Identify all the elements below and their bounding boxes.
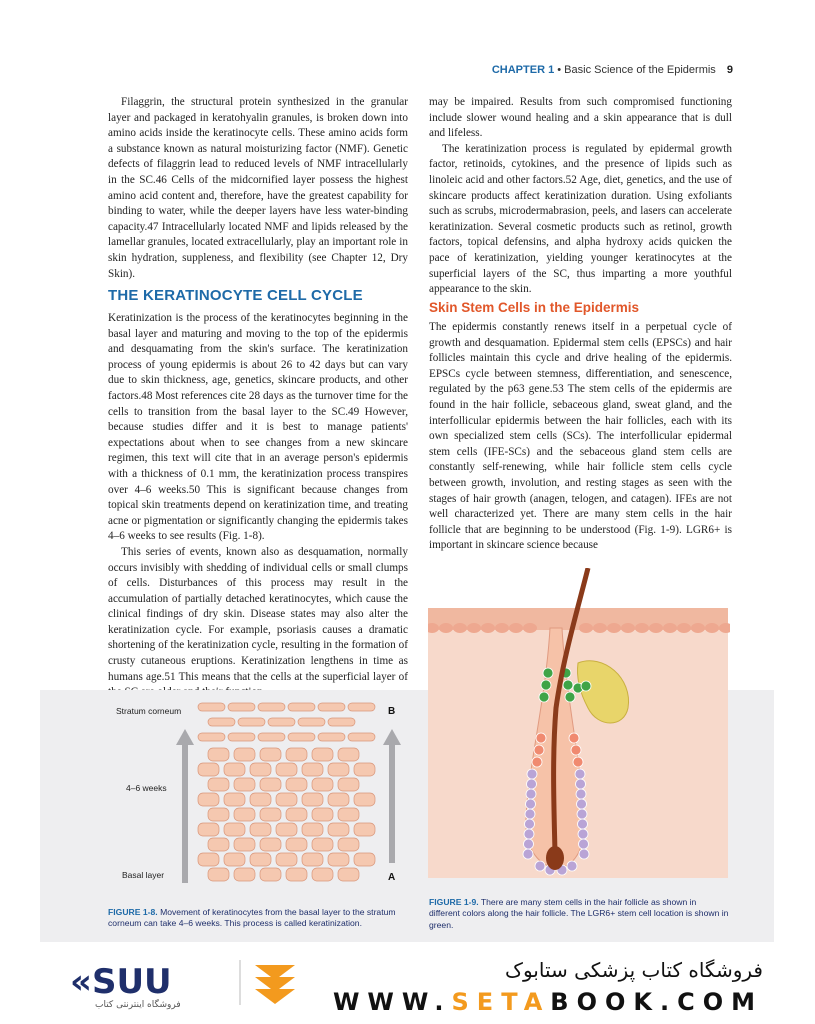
epidermis-cell [705,623,719,633]
purple-stem-cell [535,861,545,871]
basal-layer-label: Basal layer [122,870,165,880]
keratinocyte-cell [328,793,349,806]
keratinocyte-cell [318,703,345,711]
epidermis-cell [579,623,593,633]
purple-stem-cell [579,849,589,859]
green-stem-cell [539,692,549,702]
keratinocyte-cell [268,718,295,726]
figure-1-9-caption [429,897,729,931]
logo-mark: «SUU [70,962,172,1002]
keratinocyte-cell [312,838,333,851]
salmon-stem-cell [571,745,581,755]
logo-chevrons [255,965,295,1004]
keratinocyte-cell [354,763,375,776]
purple-stem-cell [576,789,586,799]
url-prefix: WWW. [332,988,452,1016]
url-suffix: BOOK.COM [550,988,763,1016]
keratinocyte-cell [288,703,315,711]
keratinocyte-cell [234,838,255,851]
header-bullet: • [557,64,562,76]
green-stem-cell [581,681,591,691]
right-arrow-head [383,729,401,745]
keratinocyte-cell [348,703,375,711]
right-body-top [429,95,732,298]
keratinocyte-cell [276,763,297,776]
epidermis-cell [467,623,481,633]
purple-stem-cell [577,799,587,809]
keratinocyte-cell [338,778,359,791]
keratinocyte-cell [198,703,225,711]
keratinocyte-cell [276,793,297,806]
keratinocyte-cell [286,868,307,881]
keratinocyte-cell [286,778,307,791]
keratinocyte-cells [198,703,375,881]
purple-stem-cell [523,849,533,859]
keratinocyte-cell [338,748,359,761]
hair-bulb [546,846,564,870]
purple-stem-cell [527,779,537,789]
keratinocyte-cell [276,853,297,866]
epidermis-cell [607,623,621,633]
keratinocyte-cell [234,808,255,821]
epidermis-cell [691,623,705,633]
purple-stem-cell [524,839,534,849]
keratinocyte-cell [328,823,349,836]
stem-cells-paragraph: The epidermis constantly renews itself in a perpetual cycle of growth and desquamation. Epidermal stem cells (EPSCs) and hair follicles maintain this cycle and drive healing of the epidermis. EPSCs cycle between stemness, differentiation, and senescence, regulated by the p63 gene.53 The stem cells of the epidermis are found in the hair follicle, sebaceous gland, sweat gland, and the interfollicular epidermis between the hair follicles, each with its own specialized stem cells (SCs). The interfollicular epidermal stem cells (IFE-SCs) and the sebaceous gland stem cells are constantly self-renewing, while hair follicle stem cells cycle between growth, involution, and resting stages as seen with the stages of hair growth (anagen, telogen, and catagen). IFEs are not well characterized yet. There are many stem cells in the hair follicle that are beginning to be understood (Fig. 1-9). LGR6+ is important in skincare science because [429,321,732,552]
salmon-stem-cell [573,757,583,767]
purple-stem-cell [578,829,588,839]
purple-stem-cell [575,769,585,779]
keratinocyte-cell [298,718,325,726]
keratinocyte-cell [208,748,229,761]
epidermis-cell [621,623,635,633]
keratinocyte-cell [234,868,255,881]
right-body [429,320,732,554]
salmon-stem-cell [534,745,544,755]
salmon-stem-cell [536,733,546,743]
purple-stem-cell [576,779,586,789]
left-body [108,311,408,701]
keratinocyte-cell [286,808,307,821]
right-arrow-shaft [389,743,395,863]
keratinocyte-cell [224,823,245,836]
keratinocyte-cell [260,748,281,761]
keratinocyte-cell [258,733,285,741]
keratinocyte-cell [198,763,219,776]
keratinocyte-cell [288,733,315,741]
keratinocyte-cell [348,733,375,741]
purple-stem-cell [579,839,589,849]
url-highlight: SETA [451,988,551,1016]
purple-stem-cell [524,829,534,839]
figure-1-8-text: Movement of keratinocytes from the basal layer to the stratum corneum can take 4–6 weeks. This process is called keratinization. [108,907,396,929]
keratinocyte-cell [250,793,271,806]
keratinocyte-cell [234,748,255,761]
purple-stem-cell [526,799,536,809]
keratinocyte-cell [208,808,229,821]
keratinocyte-cell [224,793,245,806]
epidermis-cell [495,623,509,633]
left-arrow-head [176,729,194,745]
keratinocyte-cell [338,868,359,881]
purple-stem-cell [567,861,577,871]
keratinocyte-cell [328,718,355,726]
stratum-corneum-label: Stratum corneum [116,706,182,716]
purple-stem-cell [526,789,536,799]
keratinocyte-cell [312,778,333,791]
keratinocyte-cell [208,838,229,851]
figure-1-9-label: FIGURE 1-9. [429,897,479,907]
purple-stem-cell [577,809,587,819]
figure-1-8-label: FIGURE 1-8. [108,907,158,917]
marker-b: B [388,706,396,717]
keratinocyte-cell [198,853,219,866]
figure-1-8-illustration [110,695,410,895]
page-number: 9 [726,64,733,76]
logo-tagline: فروشگاه اینترنتی کتاب [95,1000,181,1010]
marker-a: A [388,872,396,883]
keratinocyte-cell [354,823,375,836]
weeks-label: 4–6 weeks [126,783,167,793]
keratinocyte-cell [260,778,281,791]
continued-paragraph: may be impaired. Results from such compromised functioning include slower wound healing and a skin appearance that is dull and lifeless. [429,96,732,140]
keratinocyte-cell [338,838,359,851]
store-name: فروشگاه کتاب پزشکی ستابوک [505,958,763,982]
keratinocyte-cell [302,763,323,776]
chapter-label: CHAPTER 1 [491,64,555,76]
epidermis-cell [481,623,495,633]
keratinocyte-cell [234,778,255,791]
keratinocyte-cell [286,748,307,761]
keratinocyte-cell [302,823,323,836]
epidermis-cell [649,623,663,633]
store-url[interactable] [333,988,763,1016]
epidermis-cell [439,623,453,633]
epidermis-cell [677,623,691,633]
chapter-title: Basic Science of the Epidermis [564,64,716,76]
figure-1-8-caption [108,907,408,930]
keratinocyte-cell [208,778,229,791]
keratinocyte-cell [312,808,333,821]
left-arrow-shaft [182,743,188,883]
keratinocyte-cell [224,763,245,776]
figure-1-9-illustration [428,568,730,878]
purple-stem-cell [578,819,588,829]
salmon-stem-cell [532,757,542,767]
desquamation-paragraph: This series of events, known also as desquamation, normally occurs invisibly with shedding of individual cells or small clumps of cells. Disturbances of this process may result in the accumulation of partially detached keratinocytes, which cause the clinical findings of dry skin. Disease states may also alter the keratinization cycle. For example, psoriasis causes a dramatic shortening of the keratinization cycle, resulting in the formation of crusty cutaneous eruptions. Keratinization lengthens in time as humans age.51 This means that the cells at the superficial layer of [108,545,408,683]
keratinocyte-cell [258,703,285,711]
keratinocyte-cell [228,733,255,741]
epidermis-cell [509,623,523,633]
green-stem-cell [543,668,553,678]
keratinocyte-cell [250,763,271,776]
keratinocyte-cell [250,853,271,866]
keratinocyte-cell [208,868,229,881]
keratinization-paragraph: Keratinization is the process of the keratinocytes beginning in the basal layer and maturing and moving to the top of the epidermis and desquamating from the skin's surface. The keratinization process of young epidermis is about 26 to 42 days but can vary due to skin thickness, age, genetics, skincare products, and other factors.48 Most references cite 28 days as the turnover time for the cells to transition from the basal layer to the SC.49 However, because studies differ and it is best to manage patients' expectations about when to see changes from a new skincare regimen, this text will cite that in an average person's epidermis with a thickness of 0.1 mm, the keratinization process transpires over 4–6 weeks.50 This is significant because changes from topical skin treatments depend on keratinization time, and treating acne or pigmentation or significantly changing the epidermis takes 4–6 weeks to see results (Fig. 1-8). [108,312,408,543]
epidermis-cell [593,623,607,633]
keratinocyte-cell [318,733,345,741]
keratinocyte-cell [286,838,307,851]
green-stem-cell [565,692,575,702]
keratinocyte-cell [302,793,323,806]
keratinocyte-cell [228,703,255,711]
green-stem-cell [563,680,573,690]
keratinocyte-cell [198,793,219,806]
purple-stem-cell [525,819,535,829]
regulation-paragraph: The keratinization process is regulated by epidermal growth factor, retinoids, cytokines, and the presence of lipids such as linoleic acid and other factors.52 Age, diet, genetics, and the use of skincare products affect keratinization duration. Using exfoliants such as scrubs, microdermabrasion, peels, and lasers can accelerate keratinization. Several cosmetic products such as retinol, growth factors, topical defensins, and alpha hydroxy acids quicken the pace of keratinization, yielding younger keratinocytes at the superficial layers of the SC, thus imparting a more youthful appearance to the skin. [429,142,732,296]
keratinocyte-cell [312,748,333,761]
keratinocyte-cell [224,853,245,866]
figure-1-9-text: There are many stem cells in the hair follicle as shown in different colors along the hair follicle. The LGR6+ stem cell location is shown in green. [429,897,729,930]
keratinocyte-cell [302,853,323,866]
epidermis-cell [663,623,677,633]
keratinocyte-cell [198,823,219,836]
intro-paragraph: Filaggrin, the structural protein synthesized in the granular layer and packaged in keratohyalin granules, is broken down into amino acids inside the keratinocyte cells. These amino acids form a substance known as natural moisturizing factor (NMF). Genetic defects of filaggrin lead to reduced levels of NMF intracellularly in the SC.46 Cells of the midcornified layer possess the highest amino acid content and, therefore, have the greatest capability for binding to water, while the deeper layers have less water-binding capacity.47 Intracellularly located NMF and lipids released by the lamellar granules, located extracellularly, play an important role in skin hydration, suppleness, and flexibility (see Chapter 12, Dry Skin). [108,96,408,280]
keratinocyte-cell [260,838,281,851]
keratinocyte-cell [208,718,235,726]
purple-stem-cell [525,809,535,819]
keratinocyte-cell [276,823,297,836]
left-intro [108,95,408,282]
keratinocyte-cell [338,808,359,821]
epidermis-cell [635,623,649,633]
subsection-heading: Skin Stem Cells in the Epidermis [429,300,640,315]
keratinocyte-cell [328,853,349,866]
keratinocyte-cell [260,868,281,881]
salmon-stem-cell [569,733,579,743]
green-stem-cell [541,680,551,690]
keratinocyte-cell [238,718,265,726]
epidermis-cell [453,623,467,633]
keratinocyte-cell [354,793,375,806]
epidermis-cell [523,623,537,633]
keratinocyte-cell [198,733,225,741]
keratinocyte-cell [260,808,281,821]
section-heading: THE KERATINOCYTE CELL CYCLE [108,287,363,304]
keratinocyte-cell [328,763,349,776]
keratinocyte-cell [312,868,333,881]
keratinocyte-cell [354,853,375,866]
purple-stem-cell [527,769,537,779]
running-header [492,64,733,76]
keratinocyte-cell [250,823,271,836]
